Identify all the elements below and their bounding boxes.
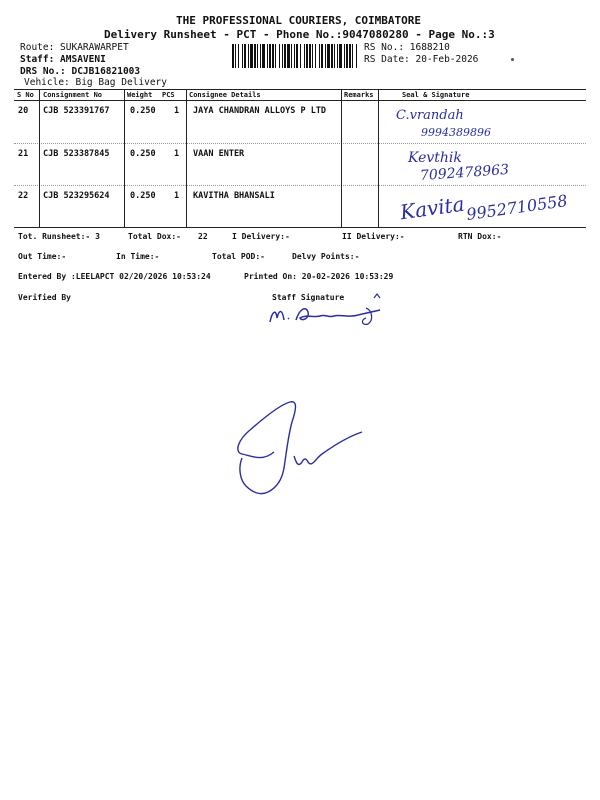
- in-time: In Time:-: [116, 252, 160, 261]
- verified-by: Verified By: [18, 293, 71, 302]
- row-consignment-no: CJB 523391767: [43, 106, 110, 116]
- staff-signature-label: Staff Signature: [272, 293, 345, 302]
- stray-mark: [511, 58, 514, 61]
- column-header-consignee: Consignee Details: [189, 91, 261, 99]
- printed-on: Printed On: 20-02-2026 10:53:29: [244, 272, 394, 281]
- receiver-signature-name: Kevthik: [408, 150, 462, 166]
- barcode-bar: [238, 44, 239, 68]
- delivery-points: Delvy Points:-: [292, 252, 360, 261]
- rs-date: RS Date: 20-Feb-2026: [364, 54, 479, 65]
- row-weight: 0.250: [130, 106, 156, 116]
- barcode-bar: [269, 44, 271, 68]
- row-separator: [14, 185, 586, 186]
- table-bottom-border: [14, 227, 586, 228]
- barcode-bar: [284, 44, 286, 68]
- row-weight: 0.250: [130, 149, 156, 159]
- barcode-bar: [254, 44, 256, 68]
- barcode-bar: [309, 44, 311, 68]
- receiver-signature-name: Kavita: [398, 191, 466, 225]
- vehicle-label: Vehicle: Big Bag Delivery: [24, 77, 167, 88]
- drs-number: DRS No.: DCJB16821003: [20, 66, 141, 77]
- total-dox-label: Total Dox:-: [128, 232, 181, 241]
- barcode-bar: [275, 44, 276, 68]
- receiver-signature-name: C.vrandah: [396, 108, 464, 123]
- column-divider: [341, 89, 342, 227]
- barcode-bar: [294, 44, 295, 68]
- column-header-consignment: Consignment No: [43, 91, 103, 99]
- row-consignee: JAYA CHANDRAN ALLOYS P LTD: [193, 106, 327, 116]
- total-runsheet: Tot. Runsheet:- 3: [18, 232, 100, 241]
- barcode-bar: [287, 44, 290, 68]
- runsheet-subtitle: Delivery Runsheet - PCT - Phone No.:9047080280 - Page No.:3: [104, 28, 495, 41]
- column-divider: [378, 89, 379, 227]
- barcode-bar: [248, 44, 249, 68]
- barcode-bar: [312, 44, 313, 68]
- barcode-icon: [232, 44, 358, 68]
- barcode-bar: [242, 44, 243, 68]
- row-pcs: 1: [174, 149, 180, 159]
- column-divider: [186, 89, 187, 227]
- barcode-bar: [262, 44, 265, 68]
- company-title: THE PROFESSIONAL COURIERS, COIMBATORE: [176, 14, 422, 27]
- barcode-bar: [339, 44, 342, 68]
- barcode-bar: [244, 44, 246, 68]
- column-header-pcs: PCS: [162, 91, 175, 99]
- column-divider: [124, 89, 125, 227]
- barcode-bar: [300, 44, 301, 68]
- row-sno: 21: [18, 149, 29, 159]
- row-consignment-no: CJB 523295624: [43, 191, 110, 201]
- barcode-bar: [319, 44, 320, 68]
- out-time: Out Time:-: [18, 252, 67, 261]
- barcode-bar: [315, 44, 316, 68]
- barcode-bar: [356, 44, 357, 68]
- barcode-bar: [334, 44, 335, 68]
- column-divider: [39, 89, 40, 227]
- barcode-bar: [344, 44, 345, 68]
- barcode-bar: [257, 44, 258, 68]
- barcode-bar: [327, 44, 330, 68]
- barcode-bar: [272, 44, 274, 68]
- ii-delivery: II Delivery:-: [342, 232, 405, 241]
- rtn-dox: RTN Dox:-: [458, 232, 502, 241]
- barcode-bar: [291, 44, 292, 68]
- barcode-bar: [232, 44, 234, 68]
- column-header-weight: Weight: [127, 91, 153, 99]
- entered-by: Entered By :LEELAPCT 02/20/2026 10:53:24: [18, 272, 211, 281]
- barcode-bar: [352, 44, 353, 68]
- barcode-bar: [331, 44, 333, 68]
- barcode-bar: [325, 44, 326, 68]
- rs-number: RS No.: 1688210: [364, 42, 450, 53]
- row-consignee: VAAN ENTER: [193, 149, 245, 159]
- barcode-bar: [349, 44, 351, 68]
- receiver-signature-phone: 9994389896: [421, 126, 491, 139]
- barcode-bar: [235, 44, 236, 68]
- barcode-bar: [296, 44, 298, 68]
- total-pod: Total POD:-: [212, 252, 265, 261]
- barcode-bar: [306, 44, 308, 68]
- total-dox-value: 22: [198, 232, 208, 241]
- i-delivery: I Delivery:-: [232, 232, 290, 241]
- row-consignment-no: CJB 523387845: [43, 149, 110, 159]
- staff-signature-icon: [262, 288, 392, 330]
- receiver-signature-phone: 9952710558: [465, 191, 569, 224]
- barcode-bar: [250, 44, 253, 68]
- receiver-signature-phone: 7092478963: [419, 161, 510, 185]
- row-sno: 22: [18, 191, 29, 201]
- barcode-bar: [282, 44, 283, 68]
- row-pcs: 1: [174, 191, 180, 201]
- column-header-seal-signature: Seal & Signature: [402, 91, 470, 99]
- barcode-bar: [337, 44, 338, 68]
- barcode-bar: [267, 44, 268, 68]
- barcode-bar: [304, 44, 305, 68]
- large-signature-icon: [232, 396, 372, 506]
- row-pcs: 1: [174, 106, 180, 116]
- barcode-bar: [260, 44, 261, 68]
- column-header-sno: S No: [17, 91, 34, 99]
- barcode-bar: [346, 44, 348, 68]
- row-consignee: KAVITHA BHANSALI: [193, 191, 275, 201]
- table-header-border: [14, 100, 586, 101]
- barcode-bar: [321, 44, 323, 68]
- column-header-remarks: Remarks: [344, 91, 374, 99]
- row-weight: 0.250: [130, 191, 156, 201]
- table-top-border: [14, 89, 586, 90]
- row-sno: 20: [18, 106, 29, 116]
- barcode-bar: [279, 44, 280, 68]
- staff-label: Staff: AMSAVENI: [20, 54, 106, 65]
- row-separator: [14, 143, 586, 144]
- route-label: Route: SUKARAWARPET: [20, 42, 129, 53]
